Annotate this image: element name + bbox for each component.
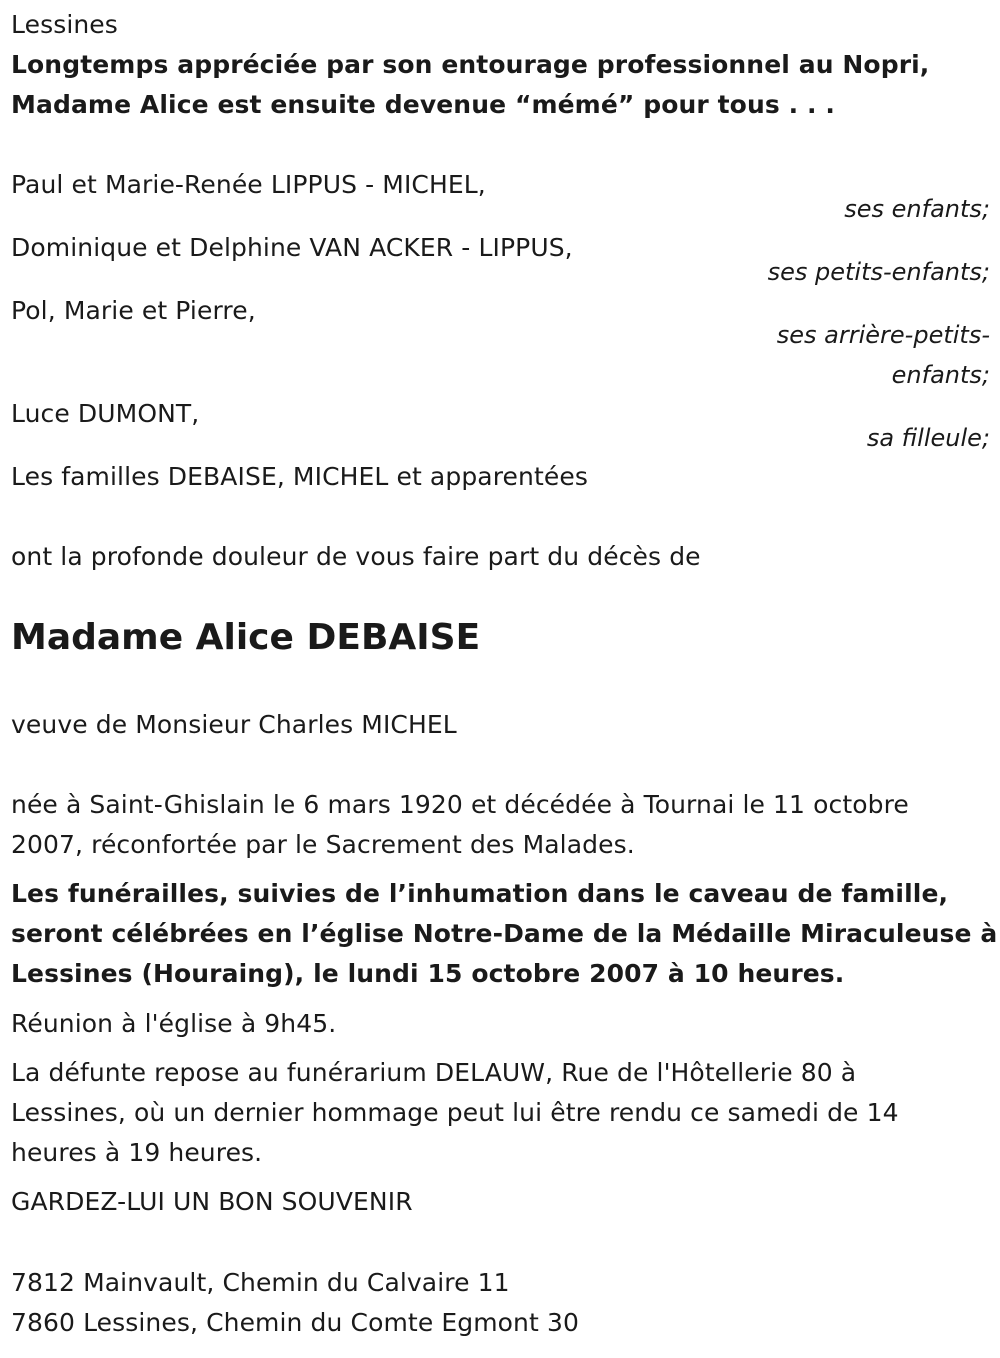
relation-great-grandchildren-line-1: ses arrière-petits- <box>776 321 990 349</box>
family-name-families: Les familles DEBAISE, MICHEL et apparentées <box>11 462 588 491</box>
address-line-1: 7812 Mainvault, Chemin du Calvaire 11 <box>11 1268 510 1297</box>
funeral-line-3: Lessines (Houraing), le lundi 15 octobre 2007 à 10 heures. <box>11 959 845 988</box>
announcement-text: ont la profonde douleur de vous faire part du décès de <box>11 542 701 571</box>
widow-of-text: veuve de Monsieur Charles MICHEL <box>11 710 457 739</box>
family-name-great-grandchildren: Pol, Marie et Pierre, <box>11 296 256 325</box>
birth-death-line-2: 2007, réconfortée par le Sacrement des Malades. <box>11 830 635 859</box>
relation-children: ses enfants; <box>844 195 990 223</box>
family-name-grandchildren: Dominique et Delphine VAN ACKER - LIPPUS, <box>11 233 573 262</box>
intro-line-2: Madame Alice est ensuite devenue “mémé” pour tous . . . <box>11 90 836 119</box>
relation-great-grandchildren-line-2: enfants; <box>891 361 990 389</box>
deceased-name: Madame Alice DEBAISE <box>11 617 481 658</box>
funeral-line-1: Les funérailles, suivies de l’inhumation dans le caveau de famille, <box>11 879 949 908</box>
viewing-line-2: Lessines, où un dernier hommage peut lui être rendu ce samedi de 14 <box>11 1098 899 1127</box>
viewing-line-1: La défunte repose au funérarium DELAUW, Rue de l'Hôtellerie 80 à <box>11 1058 857 1087</box>
closing-text: GARDEZ-LUI UN BON SOUVENIR <box>11 1187 413 1216</box>
meeting-text: Réunion à l'église à 9h45. <box>11 1009 337 1038</box>
relation-goddaughter: sa filleule; <box>866 424 990 452</box>
location-text: Lessines <box>11 10 118 39</box>
intro-line-1: Longtemps appréciée par son entourage professionnel au Nopri, <box>11 50 930 79</box>
relation-grandchildren: ses petits-enfants; <box>767 258 990 286</box>
address-line-2: 7860 Lessines, Chemin du Comte Egmont 30 <box>11 1308 579 1337</box>
birth-death-line-1: née à Saint-Ghislain le 6 mars 1920 et décédée à Tournai le 11 octobre <box>11 790 909 819</box>
funeral-line-2: seront célébrées en l’église Notre-Dame de la Médaille Miraculeuse à <box>11 919 998 948</box>
viewing-line-3: heures à 19 heures. <box>11 1138 263 1167</box>
family-name-children: Paul et Marie-Renée LIPPUS - MICHEL, <box>11 170 486 199</box>
family-name-goddaughter: Luce DUMONT, <box>11 399 200 428</box>
